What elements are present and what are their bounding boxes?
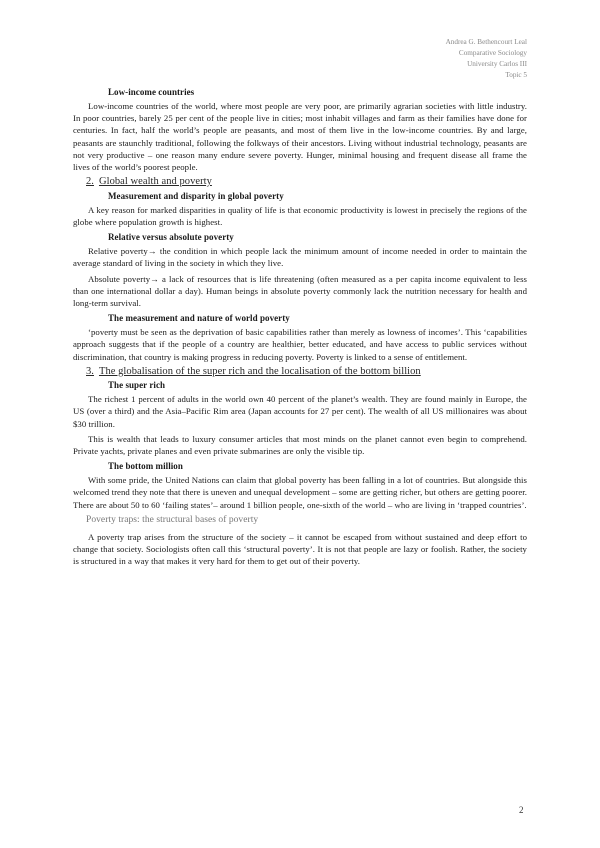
section-number: 3. [86,365,94,377]
paragraph-bottom-million: With some pride, the United Nations can claim that global poverty has been falling in a lot of countries. But alongside this welcomed trend they note that there is uneven and unequal development – some are getting richer, but others are getting poorer. There are about 50 to 60 ‘failing states’– around 1 billion people, one-sixth of the world – who are living in ‘trapped countries’. [73,475,527,510]
heading-globalisation [86,366,527,379]
heading-bottom-million: The bottom million [108,461,183,472]
university-name: University Carlos III [467,60,527,68]
page-number: 2 [519,805,524,815]
paragraph-poverty-traps: A poverty trap arises from the structure of the society – it cannot be escaped from without sustained and deep effort to change that society. Sociologists often call this ‘structural poverty’. It is not that people are lazy or foolish. Rather, the society is structured in a way that makes it very hard for them to get out of their poverty. [73,531,527,567]
paragraph-measurement: A key reason for marked disparities in quality of life is that economic productivity is lowest in precisely the regions of the globe where population growth is highest. [73,204,527,227]
heading-nature: The measurement and nature of world poverty [108,313,290,324]
course-name: Comparative Sociology [458,49,527,57]
heading-measurement: Measurement and disparity in global poverty [108,190,284,201]
heading-super-rich: The super rich [108,380,166,391]
document-body [73,86,527,570]
section-title: The globalisation of the super rich and the localisation of the bottom billion [98,365,421,377]
section-number: 2. [86,176,94,188]
paragraph-low-income: Low-income countries of the world, where most people are very poor, are primarily agrarian societies with little industry. In poor countries, barely 25 per cent of the people live in cities; most inhabit villages and farm as their families have done for centuries. In fact, half the world’s people are peasants, and most of them live in the low-income countries. By and large, peasants are staunchly traditional, following the folkways of their ancestors. Living without industrial technology, peasants are not very productive – one reason many endure severe poverty. Hunger, minimal housing and frequent disease all frame the lives of the world’s poorest people. [73,101,527,173]
paragraph-nature: ‘poverty must be seen as the deprivation of basic capabilities rather than merely as lowness of incomes’. This ‘capabilities approach suggests that if the people of a country are healthier, better educated, and have access to public services without discrimination, that country is making progress in reducing poverty. Poverty is linked to a sense of entitlement. [73,327,527,362]
heading-poverty-traps: Poverty traps: the structural bases of poverty [86,514,259,525]
paragraph-super-rich-1: The richest 1 percent of adults in the world own 40 percent of the planet’s wealth. They are found mainly in Europe, the US (over a third) and the Asia–Pacific Rim area (Japan accounts for 27 per cent). The wealth of all US millionaires was about $30 trillion. [73,394,527,429]
paragraph-relative: Relative poverty→ the condition in which people lack the minimum amount of income needed in order to maintain the average standard of living in the society in which they live. [73,246,527,269]
heading-global-wealth [86,176,527,189]
section-title: Global wealth and poverty [98,176,212,188]
page-header [446,37,527,81]
heading-relative-absolute: Relative versus absolute poverty [108,232,234,243]
topic-label: Topic 5 [505,71,527,79]
paragraph-absolute: Absolute poverty→ a lack of resources that is life threatening (often measured as a per capita income equivalent to less than one international dollar a day). Human beings in absolute poverty commonly lack the nutrition necessary for health and long-term survival. [73,273,527,308]
heading-low-income: Low-income countries [108,87,195,97]
author-name: Andrea G. Bethencourt Leal [445,38,527,46]
paragraph-super-rich-2: This is wealth that leads to luxury consumer articles that most minds on the planet cannot even begin to comprehend. Private yachts, private planes and even private submarines are only the visible tip. [73,433,527,457]
